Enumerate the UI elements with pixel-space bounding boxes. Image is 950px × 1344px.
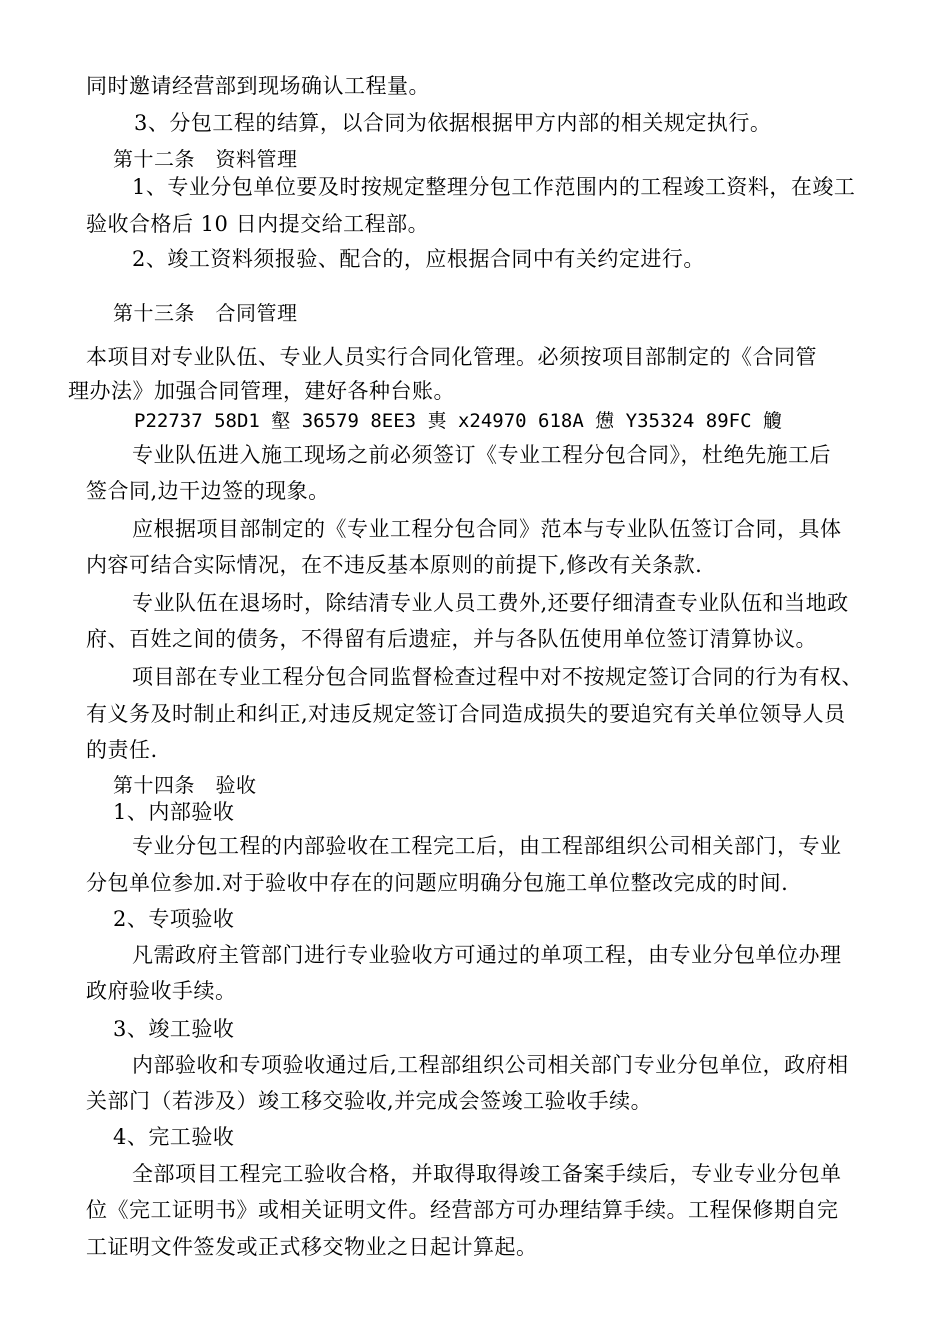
line-1: 同时邀请经营部到现场确认工程量。 — [86, 74, 430, 98]
line-33: 工证明文件签发或正式移交物业之日起计算起。 — [86, 1235, 538, 1259]
section-heading-13: 第十三条 合同管理 — [113, 301, 298, 325]
line-9: 理办法》加强合同管理，建好各种台账。 — [68, 379, 455, 403]
line-4: 1、专业分包单位要及时按规定整理分包工作范围内的工程竣工资料，在竣工 — [132, 175, 856, 199]
section-heading-14: 第十四条 验收 — [113, 773, 257, 797]
line-14: 内容可结合实际情况，在不违反基本原则的前提下,修改有关条款. — [86, 553, 703, 577]
line-15: 专业队伍在退场时，除结清专业人员工费外,还要仔细清查专业队伍和当地政 — [132, 591, 849, 615]
line-17: 项目部在专业工程分包合同监督检查过程中对不按规定签订合同的行为有权、 — [132, 665, 863, 689]
line-2: 3、分包工程的结算，以合同为依据根据甲方内部的相关规定执行。 — [134, 111, 772, 135]
line-13: 应根据项目部制定的《专业工程分包合同》范本与专业队伍签订合同，具体 — [132, 517, 842, 541]
line-23: 分包单位参加.对于验收中存在的问题应明确分包施工单位整改完成的时间. — [86, 871, 789, 895]
line-32: 位《完工证明书》或相关证明文件。经营部方可办理结算手续。工程保修期自完 — [86, 1198, 839, 1222]
line-11: 专业队伍进入施工现场之前必须签订《专业工程分包合同》，杜绝先施工后 — [132, 443, 831, 467]
line-22: 专业分包工程的内部验收在工程完工后，由工程部组织公司相关部门，专业 — [132, 834, 842, 858]
line-5: 验收合格后 10 日内提交给工程部。 — [86, 212, 430, 236]
subheading-internal-acceptance: 1、内部验收 — [113, 800, 235, 824]
line-19: 的责任. — [86, 738, 158, 762]
subheading-special-acceptance: 2、专项验收 — [113, 907, 235, 931]
subheading-completion-acceptance: 3、竣工验收 — [113, 1017, 235, 1041]
line-12: 签合同,边干边签的现象。 — [86, 479, 330, 503]
line-6: 2、竣工资料须报验、配合的，应根据合同中有关约定进行。 — [132, 247, 705, 271]
line-16: 府、百姓之间的债务，不得留有后遗症，并与各队伍使用单位签订清算协议。 — [86, 627, 817, 651]
line-26: 政府验收手续。 — [86, 979, 237, 1003]
line-29: 关部门（若涉及）竣工移交验收,并完成会签竣工验收手续。 — [86, 1089, 653, 1113]
line-25: 凡需政府主管部门进行专业验收方可通过的单项工程，由专业分包单位办理 — [132, 943, 842, 967]
section-heading-12: 第十二条 资料管理 — [113, 147, 298, 171]
line-8: 本项目对专业队伍、专业人员实行合同化管理。必须按项目部制定的《合同管 — [86, 345, 817, 369]
line-31: 全部项目工程完工验收合格，并取得取得竣工备案手续后，专业专业分包单 — [132, 1162, 842, 1186]
garbled-code-line: P22737 58D1 壑 36579 8EE3 軣 x24970 618A 憊 Y35324 89FC 觼 — [134, 410, 782, 432]
subheading-final-acceptance: 4、完工验收 — [113, 1125, 235, 1149]
line-18: 有义务及时制止和纠正,对违反规定签订合同造成损失的要追究有关单位领导人员 — [86, 702, 846, 726]
line-28: 内部验收和专项验收通过后,工程部组织公司相关部门专业分包单位，政府相 — [132, 1053, 849, 1077]
